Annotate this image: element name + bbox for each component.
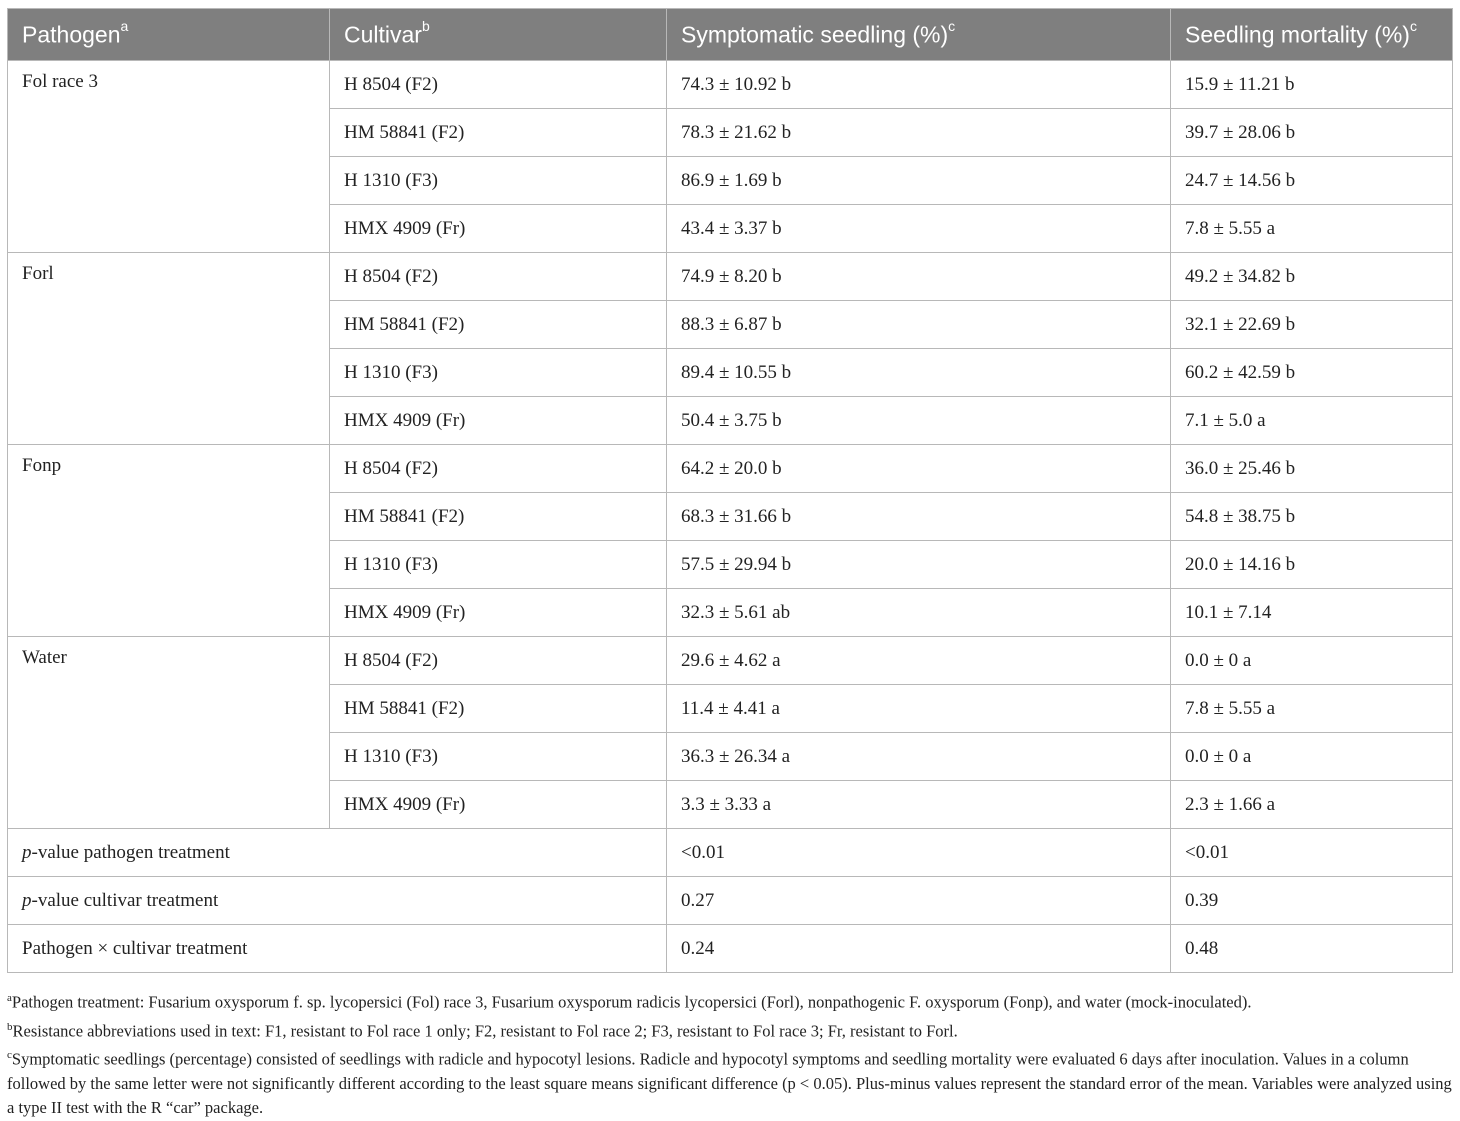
cultivar-cell: HMX 4909 (Fr)	[330, 589, 667, 637]
stats-row	[8, 829, 1453, 877]
stats-label-text: -value pathogen treatment	[31, 841, 230, 863]
mortality-cell: 32.1 ± 22.69 b	[1171, 301, 1453, 349]
mortality-cell: 0.0 ± 0 a	[1171, 637, 1453, 685]
symptomatic-cell: 50.4 ± 3.75 b	[667, 397, 1171, 445]
footnote	[7, 1015, 1455, 1044]
mortality-cell: 39.7 ± 28.06 b	[1171, 109, 1453, 157]
cultivar-cell: H 8504 (F2)	[330, 445, 667, 493]
symptomatic-cell: 3.3 ± 3.33 a	[667, 781, 1171, 829]
mortality-cell: 24.7 ± 14.56 b	[1171, 157, 1453, 205]
stats-symptomatic-cell: 0.24	[667, 925, 1171, 973]
symptomatic-cell: 68.3 ± 31.66 b	[667, 493, 1171, 541]
stats-label-text: -value cultivar treatment	[31, 889, 219, 911]
symptomatic-cell: 74.3 ± 10.92 b	[667, 61, 1171, 109]
symptomatic-cell: 57.5 ± 29.94 b	[667, 541, 1171, 589]
stats-mortality-cell: 0.48	[1171, 925, 1453, 973]
symptomatic-cell: 88.3 ± 6.87 b	[667, 301, 1171, 349]
header-pathogen: Pathogen$^a$	[8, 9, 330, 61]
cultivar-cell: H 1310 (F3)	[330, 541, 667, 589]
header-row	[8, 9, 1453, 61]
cultivar-cell: H 1310 (F3)	[330, 349, 667, 397]
stats-label-italic: p	[22, 889, 32, 911]
stats-label-cell	[8, 829, 667, 877]
cultivar-cell: H 8504 (F2)	[330, 61, 667, 109]
cultivar-cell: HM 58841 (F2)	[330, 685, 667, 733]
cultivar-cell: HMX 4909 (Fr)	[330, 205, 667, 253]
symptomatic-cell: 78.3 ± 21.62 b	[667, 109, 1171, 157]
header-symptomatic-seedling: Symptomatic seedling (%)$^c$	[667, 9, 1171, 61]
table-row	[8, 61, 1453, 109]
stats-row	[8, 877, 1453, 925]
stats-label-italic: p	[22, 841, 32, 863]
stats-mortality-cell: <0.01	[1171, 829, 1453, 877]
stats-label-cell	[8, 877, 667, 925]
mortality-cell: 2.3 ± 1.66 a	[1171, 781, 1453, 829]
results-table	[7, 8, 1453, 973]
stats-symptomatic-cell: 0.27	[667, 877, 1171, 925]
mortality-cell: 49.2 ± 34.82 b	[1171, 253, 1453, 301]
mortality-cell: 36.0 ± 25.46 b	[1171, 445, 1453, 493]
footnote-mark: a	[7, 992, 12, 1004]
cultivar-cell: H 8504 (F2)	[330, 253, 667, 301]
footnote-text: Symptomatic seedlings (percentage) consisted of seedlings with radicle and hypocotyl lesions. Radicle and hypocotyl symptoms and seedling mortality were evaluated 6 days after inoculation. Values in a column followed by the same letter were not significantly different according to the least square means significant difference (p < 0.05). Plus-minus values represent the standard error of the mean. Variables were analyzed using a type II test with the R “car” package.	[7, 1049, 1452, 1118]
symptomatic-cell: 11.4 ± 4.41 a	[667, 685, 1171, 733]
footnote	[7, 1043, 1455, 1120]
symptomatic-cell: 89.4 ± 10.55 b	[667, 349, 1171, 397]
stats-symptomatic-cell: <0.01	[667, 829, 1171, 877]
mortality-cell: 7.1 ± 5.0 a	[1171, 397, 1453, 445]
symptomatic-cell: 86.9 ± 1.69 b	[667, 157, 1171, 205]
mortality-cell: 15.9 ± 11.21 b	[1171, 61, 1453, 109]
table-footnotes	[7, 986, 1455, 1121]
header-cultivar: Cultivar$^b$	[330, 9, 667, 61]
mortality-cell: 10.1 ± 7.14	[1171, 589, 1453, 637]
symptomatic-cell: 74.9 ± 8.20 b	[667, 253, 1171, 301]
cultivar-cell: HM 58841 (F2)	[330, 109, 667, 157]
pathogen-cell: Fol race 3	[8, 61, 330, 253]
mortality-cell: 0.0 ± 0 a	[1171, 733, 1453, 781]
cultivar-cell: HMX 4909 (Fr)	[330, 397, 667, 445]
footnote-text: Pathogen treatment: Fusarium oxysporum f. sp. lycopersici (Fol) race 3, Fusarium oxysporum radicis lycopersici (Forl), nonpathogenic F. oxysporum (Fonp), and water (mock-inoculated).	[11, 992, 1252, 1012]
footnote	[7, 986, 1455, 1015]
symptomatic-cell: 32.3 ± 5.61 ab	[667, 589, 1171, 637]
table-row	[8, 637, 1453, 685]
cultivar-cell: H 1310 (F3)	[330, 733, 667, 781]
cultivar-cell: HM 58841 (F2)	[330, 493, 667, 541]
symptomatic-cell: 64.2 ± 20.0 b	[667, 445, 1171, 493]
symptomatic-cell: 43.4 ± 3.37 b	[667, 205, 1171, 253]
mortality-cell: 20.0 ± 14.16 b	[1171, 541, 1453, 589]
table-row	[8, 253, 1453, 301]
pathogen-cell: Fonp	[8, 445, 330, 637]
mortality-cell: 7.8 ± 5.55 a	[1171, 205, 1453, 253]
cultivar-cell: H 1310 (F3)	[330, 157, 667, 205]
table-row	[8, 445, 1453, 493]
stats-label-text: Pathogen × cultivar treatment	[22, 937, 248, 959]
mortality-cell: 60.2 ± 42.59 b	[1171, 349, 1453, 397]
stats-label-cell	[8, 925, 667, 973]
pathogen-cell: Forl	[8, 253, 330, 445]
stats-row	[8, 925, 1453, 973]
cultivar-cell: H 8504 (F2)	[330, 637, 667, 685]
table-body	[8, 61, 1453, 973]
cultivar-cell: HM 58841 (F2)	[330, 301, 667, 349]
symptomatic-cell: 36.3 ± 26.34 a	[667, 733, 1171, 781]
cultivar-cell: HMX 4909 (Fr)	[330, 781, 667, 829]
footnote-mark: b	[7, 1020, 13, 1033]
footnote-text: Resistance abbreviations used in text: F1, resistant to Fol race 1 only; F2, resistant to Fol race 2; F3, resistant to Fol race 3; Fr, resistant to Forl.	[12, 1021, 958, 1041]
stats-mortality-cell: 0.39	[1171, 877, 1453, 925]
mortality-cell: 7.8 ± 5.55 a	[1171, 685, 1453, 733]
pathogen-cell: Water	[8, 637, 330, 829]
footnote-mark: c	[7, 1049, 12, 1062]
symptomatic-cell: 29.6 ± 4.62 a	[667, 637, 1171, 685]
header-seedling-mortality: Seedling mortality (%)$^c$	[1171, 9, 1453, 61]
mortality-cell: 54.8 ± 38.75 b	[1171, 493, 1453, 541]
